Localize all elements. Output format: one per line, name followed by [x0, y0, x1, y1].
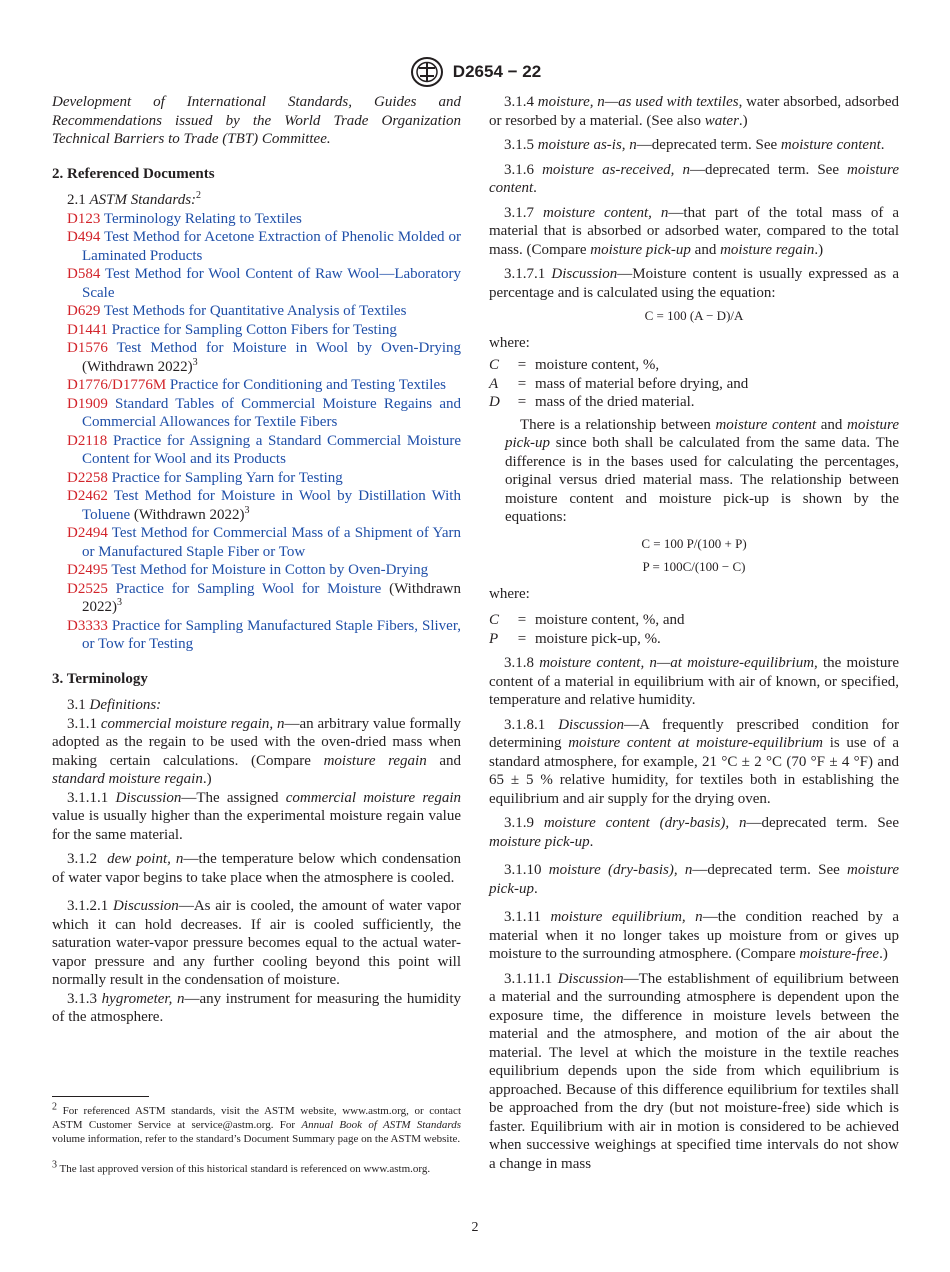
section-3-1-2-1: 3.1.2.1 Discussion—As air is cooled, the amount of water vapor which it can hold decreases. If air is cooled sufficiently, the saturation water-vapor pressure becomes equal to the actual water-vapor pressure and any further cooling beyond this point will normally result in the condensation of moisture.: [52, 898, 461, 988]
equation-2: C = 100 P/(100 + P): [641, 535, 747, 551]
reference-item[interactable]: D2118 Practice for Assigning a Standard Commercial Moisture Content for Wool and its Products: [67, 432, 462, 467]
variable-row: D = mass of the dried material.: [489, 394, 695, 410]
reference-item[interactable]: D1776/D1776M Practice for Conditioning and Testing Textiles: [67, 377, 446, 393]
section-3-1-9: 3.1.9 moisture content (dry-basis), n—deprecated term. See moisture pick-up.: [489, 815, 899, 850]
section-3-1-3: 3.1.3 hygrometer, n—any instrument for measuring the humidity of the atmosphere.: [52, 990, 461, 1025]
reference-item[interactable]: D2525 Practice for Sampling Wool for Moisture (Withdrawn 2022)$^3$: [67, 580, 461, 615]
section-3-1-11-1: 3.1.11.1 Discussion—The establishment of equilibrium between a material and the surrounding atmosphere is dependent upon the exposure time, the difference in moisture levels between the material and the atmosphere, and motion of the air about the material. The level at which the moisture in the textile reaches equilibrium depends upon the side from which equilibrium is approached. Because of this difference equilibrium for textiles shall be approached from the dry (but not moisture-free) side which is faster. Equilibrium with air in motion is considered to be achieved when successive weighings at specified time intervals do not show a change in mass: [489, 970, 900, 1172]
reference-item[interactable]: D2462 Test Method for Moisture in Wool by Distillation With Toluene (Withdrawn 2022)$^3$: [67, 488, 461, 523]
equation-1: C = 100 (A − D)/A: [644, 308, 744, 323]
section-3-1-7: 3.1.7 moisture content, n—that part of the total mass of a material that is absorbed or adsorbed water, compared to the total mass. (Compare moisture pick-up and moisture regain.): [489, 204, 900, 258]
reference-item[interactable]: D1441 Practice for Sampling Cotton Fibers for Testing: [67, 321, 397, 338]
section-3-1-4: 3.1.4 moisture, n—as used with textiles, water absorbed, adsorbed or resorbed by a material. (See also water.): [489, 94, 900, 129]
footnote-2: $^2$ For referenced ASTM standards, visit the ASTM website, www.astm.org, or contact ASTM Customer Service at service@astm.org. For Annual Book of ASTM Standards volume information, refer to the standard’s Document Summary page on the ASTM website.: [52, 1101, 461, 1145]
variable-row: P = moisture pick-up, %.: [489, 630, 661, 647]
reference-item[interactable]: D629 Test Methods for Quantitative Analysis of Textiles: [67, 303, 407, 319]
variable-row: C = moisture content, %, and: [489, 612, 685, 628]
relationship-paragraph: There is a relationship between moisture content and moisture pick-up since both shall be calculated from the same data. The difference is in the bases used for calculating the percentages, original versus dried material mass. The relationship between moisture content and moisture pick-up is shown by the equations:: [505, 416, 899, 525]
section-2-heading: 2. Referenced Documents: [52, 165, 215, 182]
section-3-1-2: 3.1.2 dew point, n—the temperature below which condensation of water vapor begins to take place when the atmosphere is cooled.: [52, 851, 462, 886]
designation: D2654 − 22: [452, 62, 542, 81]
reference-list: [52, 210, 461, 654]
variable-row: A = mass of material before drying, and: [489, 375, 749, 392]
reference-item[interactable]: D2495 Test Method for Moisture in Cotton by Oven-Drying: [67, 562, 429, 578]
section-3-heading: 3. Terminology: [52, 670, 148, 687]
variable-list: [489, 356, 899, 412]
footnote-rule: [52, 1096, 149, 1097]
reference-item[interactable]: D2258 Practice for Sampling Yarn for Testing: [67, 469, 343, 486]
section-3-1-8: 3.1.8 moisture content, n—at moisture-equilibrium, the moisture content of a material in equilibrium with air of known, or specified, temperature and relative humidity.: [489, 655, 899, 708]
left-column: [52, 93, 461, 1027]
reference-item[interactable]: D3333 Practice for Sampling Manufactured Staple Fibers, Sliver, or Tow for Testing: [67, 617, 461, 652]
section-3-1-11: 3.1.11 moisture equilibrium, n—the condition reached by a material when it no longer takes up moisture from or gives up moisture to the surrounding atmosphere. (Compare moisture-free.): [489, 909, 899, 962]
reference-item[interactable]: D2494 Test Method for Commercial Mass of a Shipment of Yarn or Manufactured Staple Fiber or Tow: [67, 525, 461, 560]
section-3-1: 3.1 Definitions:: [67, 697, 162, 713]
section-3-1-8-1: 3.1.8.1 Discussion—A frequently prescribed condition for determining moisture content at moisture-equilibrium is use of a standard atmosphere, for example, 21 °C ± 2 °C (70 °F ± 4 °F) and 65 ± 5 % relative humidity, for textiles both in establishing the equilibrium and air supply for the drying oven.: [489, 716, 900, 807]
section-2-1: 2.1 ASTM Standards:$^2$: [67, 190, 202, 208]
variable-row: C = moisture content, %,: [489, 357, 660, 373]
equation-3: P = 100C/(100 − C): [642, 559, 746, 574]
page-number: 2: [471, 1220, 479, 1235]
section-3-1-5: 3.1.5 moisture as-is, n—deprecated term. See moisture content.: [504, 137, 885, 153]
section-3-1-6: 3.1.6 moisture as-received, n—deprecated term. See moisture content.: [489, 161, 899, 196]
section-3-1-1-1: 3.1.1.1 Discussion—The assigned commercial moisture regain value is usually higher than the experimental moisture regain value for the same material.: [52, 789, 461, 843]
reference-item[interactable]: D1576 Test Method for Moisture in Wool by Oven-Drying (Withdrawn 2022)$^3$: [67, 340, 461, 375]
section-3-1-10: 3.1.10 moisture (dry-basis), n—deprecated term. See moisture pick-up.: [489, 862, 899, 897]
variable-list: [489, 611, 899, 648]
reference-item[interactable]: D123 Terminology Relating to Textiles: [67, 210, 302, 227]
intro-text: Development of International Standards, Guides and Recommendations issued by the World Trade Organization Technical Barriers to Trade (TBT) Committee.: [52, 94, 461, 147]
right-column: [489, 93, 899, 1173]
reference-item[interactable]: D1909 Standard Tables of Commercial Moisture Regains and Commercial Allowances for Textile Fibers: [67, 395, 461, 430]
page-header: [0, 56, 950, 88]
where-label: where:: [489, 585, 530, 602]
section-3-1-7-1: 3.1.7.1 Discussion—Moisture content is usually expressed as a percentage and is calculated using the equation:: [489, 266, 899, 301]
reference-item[interactable]: D494 Test Method for Acetone Extraction of Phenolic Molded or Laminated Products: [67, 229, 462, 264]
footnote-3: $^3$ The last approved version of this historical standard is referenced on www.astm.org.: [52, 1159, 431, 1175]
where-label: where:: [489, 334, 530, 351]
reference-item[interactable]: D584 Test Method for Wool Content of Raw Wool—Laboratory Scale: [67, 266, 461, 301]
section-3-1-1: 3.1.1 commercial moisture regain, n—an arbitrary value formally adopted as the regain to be used with the oven-dried mass when making certain calculations. (Compare moisture regain and standard moisture regain.): [52, 715, 461, 787]
astm-logo-icon: [409, 56, 445, 88]
